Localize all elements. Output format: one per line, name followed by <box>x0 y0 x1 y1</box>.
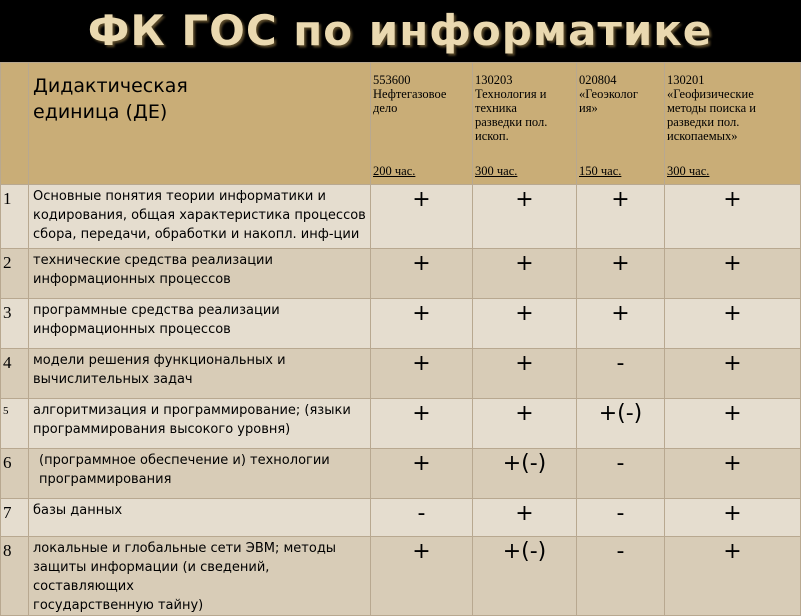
de-text: государственную тайну) <box>33 598 204 613</box>
mark-cell: + <box>665 349 801 399</box>
specialty-name: Нефтегазовое <box>373 87 447 101</box>
row-number: 1 <box>1 185 29 249</box>
row-number: 2 <box>1 249 29 299</box>
mark-cell: + <box>577 185 665 249</box>
header-de-label: Дидактическая <box>33 75 188 97</box>
curriculum-table <box>0 62 801 616</box>
de-text: информационных процессов <box>33 322 231 337</box>
de-cell <box>29 537 371 616</box>
mark-cell: + <box>371 537 473 616</box>
specialty-hours: 150 час. <box>579 164 622 178</box>
de-text: базы данных <box>33 503 123 518</box>
mark-cell: + <box>665 499 801 537</box>
row-number: 3 <box>1 299 29 349</box>
mark-cell: + <box>371 349 473 399</box>
mark-cell: - <box>577 537 665 616</box>
mark-cell: + <box>473 299 577 349</box>
de-text: программирования высокого уровня) <box>33 422 291 437</box>
mark-cell: +(-) <box>473 537 577 616</box>
mark-cell: + <box>473 399 577 449</box>
mark-cell: + <box>371 449 473 499</box>
table-row <box>1 399 801 449</box>
de-cell <box>29 499 371 537</box>
de-cell <box>29 349 371 399</box>
mark-cell: + <box>473 185 577 249</box>
row-number: 7 <box>1 499 29 537</box>
de-text: (программное обеспечение и) технологии <box>39 453 330 468</box>
mark-cell: + <box>665 399 801 449</box>
table-row <box>1 449 801 499</box>
row-number: 5 <box>1 399 29 449</box>
specialty-name: «Геофизические <box>667 87 754 101</box>
header-row <box>1 63 801 185</box>
mark-cell: - <box>577 349 665 399</box>
header-num-cell <box>1 63 29 185</box>
mark-cell: - <box>577 499 665 537</box>
specialty-name: разведки пол. <box>475 115 548 129</box>
de-text: вычислительных задач <box>33 372 193 387</box>
mark-cell: + <box>371 299 473 349</box>
mark-cell: + <box>577 249 665 299</box>
specialty-name: «Геоэколог <box>579 87 638 101</box>
specialty-code: 020804 <box>579 73 617 87</box>
de-text: модели решения функциональных и <box>33 353 286 368</box>
de-cell <box>29 399 371 449</box>
specialty-name: методы поиска и <box>667 101 756 115</box>
slide-title: ФК ГОС по информатике <box>87 6 713 55</box>
table-row <box>1 249 801 299</box>
mark-cell: + <box>577 299 665 349</box>
specialty-name: Технология и <box>475 87 547 101</box>
mark-cell: + <box>665 299 801 349</box>
de-cell <box>29 299 371 349</box>
mark-cell: + <box>665 185 801 249</box>
row-number: 6 <box>1 449 29 499</box>
mark-cell: +(-) <box>577 399 665 449</box>
table-row <box>1 185 801 249</box>
specialty-code: 130203 <box>475 73 513 87</box>
specialty-name: ия» <box>579 101 598 115</box>
mark-cell: + <box>665 537 801 616</box>
specialty-hours: 300 час. <box>475 164 518 178</box>
header-specialty-cell <box>371 63 473 185</box>
specialty-name: разведки пол. <box>667 115 740 129</box>
header-de-label: единица (ДЕ) <box>33 101 168 123</box>
de-text: программирования <box>39 472 172 487</box>
mark-cell: + <box>665 449 801 499</box>
de-text: защиты информации (и сведений, составляющих <box>33 560 270 594</box>
mark-cell: + <box>371 249 473 299</box>
header-de-cell <box>29 63 371 185</box>
specialty-name: ископаемых» <box>667 129 738 143</box>
de-text: кодирования, общая характеристика процессов <box>33 208 366 223</box>
mark-cell: + <box>371 185 473 249</box>
mark-cell: +(-) <box>473 449 577 499</box>
table-row <box>1 537 801 616</box>
table-row <box>1 499 801 537</box>
header-specialty-cell <box>473 63 577 185</box>
specialty-name: ископ. <box>475 129 509 143</box>
specialty-hours: 300 час. <box>667 164 710 178</box>
mark-cell: - <box>371 499 473 537</box>
mark-cell: - <box>577 449 665 499</box>
table-row <box>1 299 801 349</box>
de-text: локальные и глобальные сети ЭВМ; методы <box>33 541 337 556</box>
mark-cell: + <box>473 499 577 537</box>
de-text: технические средства реализации <box>33 253 273 268</box>
mark-cell: + <box>371 399 473 449</box>
specialty-hours: 200 час. <box>373 164 416 178</box>
de-text: программные средства реализации <box>33 303 280 318</box>
table-row <box>1 349 801 399</box>
specialty-name: техника <box>475 101 517 115</box>
mark-cell: + <box>473 249 577 299</box>
de-cell <box>29 185 371 249</box>
specialty-code: 130201 <box>667 73 705 87</box>
header-specialty-cell <box>665 63 801 185</box>
header-specialty-cell <box>577 63 665 185</box>
de-cell <box>29 249 371 299</box>
specialty-code: 553600 <box>373 73 411 87</box>
de-text: сбора, передачи, обработки и накопл. инф-ции <box>33 227 360 242</box>
de-text: Основные понятия теории информатики и <box>33 189 326 204</box>
mark-cell: + <box>473 349 577 399</box>
row-number: 4 <box>1 349 29 399</box>
de-text: информационных процессов <box>33 272 231 287</box>
de-cell <box>29 449 371 499</box>
mark-cell: + <box>665 249 801 299</box>
row-number: 8 <box>1 537 29 616</box>
de-text: алгоритмизация и программирование; (языки <box>33 403 351 418</box>
specialty-name: дело <box>373 101 398 115</box>
